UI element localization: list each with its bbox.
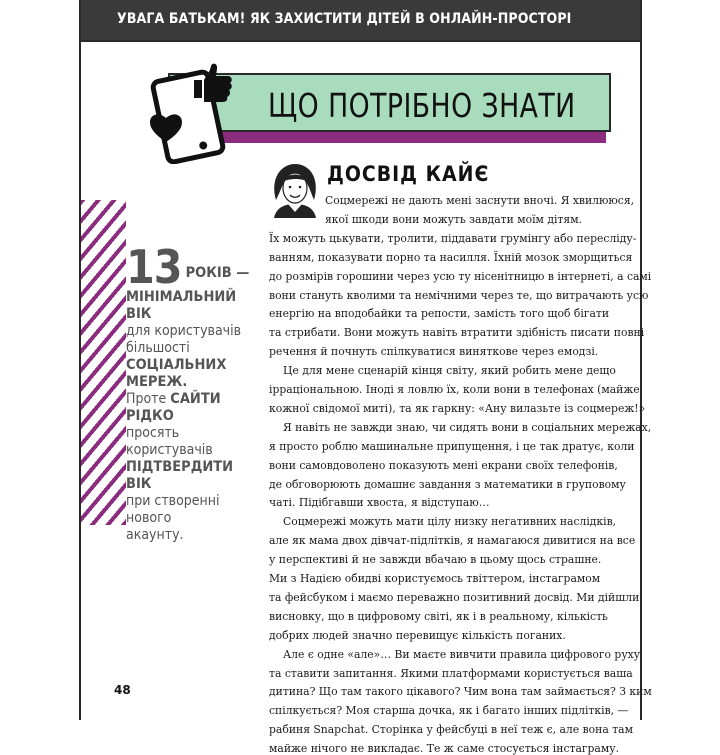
phone-thumbs-up-heart-icon: [142, 54, 252, 164]
body-line: ірраціональною. Іноді я ловлю їх, коли вони в телефонах (майже: [269, 382, 640, 396]
sidebar-line: Проте: [126, 391, 167, 407]
sidebar-social: СОЦІАЛЬНИХ МЕРЕЖ.: [126, 357, 227, 390]
body-line: дитина? Що там такого цікавого? Чим вона там займається? З ким: [269, 684, 652, 699]
body-line: я просто роблю машинальне припущення, і це так дратує, коли: [269, 438, 635, 453]
running-head-text: УВАГА БАТЬКАМ! ЯК ЗАХИСТИТИ ДІТЕЙ В ОНЛАЙН-ПРОСТОРІ: [117, 11, 572, 27]
sidebar-confirm-age: ПІДТВЕРДИТИ ВІК: [126, 459, 234, 492]
page-number: 48: [114, 683, 131, 697]
body-line: якої шкоди вони можуть завдати моїм дітям.: [325, 211, 583, 226]
sidebar-line: більшості: [126, 340, 190, 356]
body-line: Соцмережі можуть мати цілу низку негативних наслідків,: [283, 514, 617, 529]
body-line: Їх можуть цькувати, тролити, піддавати грумінгу або пересліду-: [269, 230, 637, 245]
author-portrait: [266, 160, 324, 218]
body-line: добрих людей значно перевищує кількість поганих.: [269, 627, 566, 642]
body-line: спілкується? Моя старша дочка, як і багато інших підлітків, —: [269, 703, 629, 718]
sidebar-line: при створенні нового: [126, 493, 220, 526]
body-line: Це для мене сценарій кінця світу, який робить мене дещо: [283, 363, 616, 378]
sidebar-line: просять користувачів: [126, 425, 213, 458]
section-title: ДОСВІД КАЙЄ: [327, 162, 490, 186]
decorative-stripes: [81, 200, 126, 525]
body-line: та ставити запитання. Якими платформами користується ваша: [269, 665, 633, 680]
body-line: Соцмережі не дають мені заснути вночі. Я хвилююся,: [325, 193, 635, 207]
body-line: чаті. Підібгавши хвоста, я відступаю…: [269, 495, 490, 510]
sidebar-years: РОКІВ —: [185, 265, 250, 281]
body-line: вони самовдоволено показують мені екрани своїх телефонів,: [269, 457, 618, 472]
body-line: висновку, що в цифровому світі, як і в реальному, кількість: [269, 608, 608, 623]
sidebar-min-age: МІНІМАЛЬНИЙ ВІК: [126, 289, 237, 322]
body-line: у перспективі й не завжди вбачаю в цьому щось страшне.: [269, 552, 602, 567]
body-line: Я навіть не завжди знаю, чи сидять вони в соціальних мережах,: [283, 419, 652, 434]
body-line: та стрибати. Вони можуть навіть втратити здібність писати повні: [269, 325, 645, 340]
body-line: до розмірів горошини через усю ту нісенітницю в інтернеті, а самі: [269, 268, 652, 283]
body-line: вони стануть кволими та немічними через те, що витрачають усю: [269, 287, 649, 302]
running-head: [81, 0, 640, 42]
sidebar-big-number: 13: [126, 240, 182, 294]
sidebar-fact: [126, 240, 261, 544]
body-line: та фейсбуком і маємо переважно позитивний досвід. Ми дійшли: [269, 589, 640, 604]
body-line: майже нічого не викладає. Те ж саме стосується інстаграму.: [269, 741, 620, 755]
body-line: Ми з Надією обидві користуємось твіттером, інстаграмом: [269, 571, 601, 585]
body-line: ванням, показувати порно та насилля. Їхній мозок зморщиться: [269, 249, 633, 264]
body-line: рабиня Snapchat. Сторінка у фейсбуці в неї теж є, але вона там: [269, 722, 633, 737]
sidebar-sites-rarely: САЙТИ РІДКО: [126, 391, 221, 424]
body-line: де обговорюють домашнє завдання з математики в груповому: [269, 476, 626, 491]
banner-title: ЩО ПОТРІБНО ЗНАТИ: [268, 86, 576, 125]
body-line: але як мама двох дівчат-підлітків, я намагаюся дивитися на все: [269, 533, 636, 548]
body-line: кожної свідомої миті), та як гаркну: «Ану вилазьте із соцмереж!»: [269, 400, 646, 415]
sidebar-line: для користувачів: [126, 323, 242, 339]
body-line: Але є одне «але»… Ви маєте вивчити правила цифрового руху: [283, 646, 641, 661]
sidebar-line: акаунту.: [126, 527, 184, 543]
body-line: речення й почнуть спілкуватися виняткове через емодзі.: [269, 344, 599, 359]
body-line: енергію на вподобайки та репости, замість того щоб бігати: [269, 306, 610, 321]
